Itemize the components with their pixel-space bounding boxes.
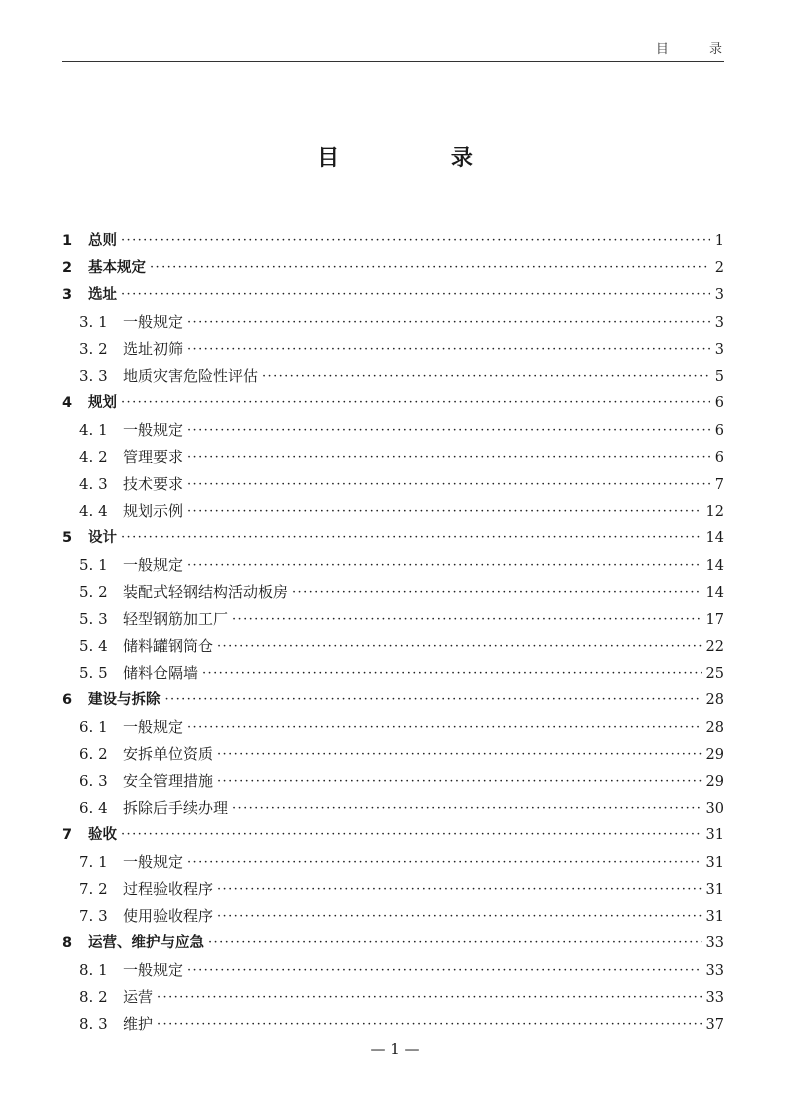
toc-dot-leader — [187, 336, 710, 363]
toc-entry-title: 装配式轻钢结构活动板房 — [123, 583, 289, 601]
toc-dot-leader — [121, 227, 710, 254]
toc-dot-leader — [121, 281, 710, 308]
toc-entry[interactable] — [62, 876, 724, 903]
toc-entry-page: 7 — [714, 477, 724, 493]
toc-entry-title: 选址初筛 — [123, 340, 184, 358]
toc-entry[interactable] — [62, 228, 724, 255]
toc-dot-leader — [217, 768, 702, 795]
toc-dot-leader — [217, 876, 702, 903]
toc-dot-leader — [217, 903, 702, 930]
toc-entry-page: 3 — [714, 342, 724, 358]
toc-entry-page: 14 — [705, 585, 724, 601]
toc-entry-number: 7 — [62, 827, 73, 843]
toc-entry[interactable] — [62, 606, 724, 633]
toc-entry-title: 一般规定 — [123, 961, 184, 979]
toc-entry-number: 3 — [62, 287, 73, 303]
toc-dot-leader — [217, 741, 702, 768]
toc-dot-leader — [187, 417, 710, 444]
toc-entry-number: 5. 5 — [79, 664, 108, 682]
toc-entry-title: 过程验收程序 — [123, 880, 214, 898]
toc-entry-page: 6 — [714, 395, 724, 411]
toc-dot-leader — [121, 821, 702, 848]
toc-entry-page: 33 — [705, 990, 724, 1006]
toc-entry-page: 31 — [705, 827, 724, 843]
toc-entry-title: 总则 — [88, 233, 117, 249]
toc-entry[interactable] — [62, 498, 724, 525]
toc-dot-leader — [187, 552, 702, 579]
toc-entry-title: 规划示例 — [123, 502, 184, 520]
toc-entry-number: 8 — [62, 935, 73, 951]
toc-entry-title: 基本规定 — [88, 260, 146, 276]
toc-entry-number: 5. 2 — [79, 583, 108, 601]
toc-entry-number: 7. 3 — [79, 907, 108, 925]
toc-entry-number: 6 — [62, 692, 73, 708]
toc-entry-number: 4. 3 — [79, 475, 108, 493]
toc-entry-page: 29 — [705, 747, 724, 763]
toc-entry-number: 6. 1 — [79, 718, 108, 736]
toc-entry-page: 2 — [714, 260, 724, 276]
toc-entry-title: 运营 — [123, 988, 154, 1006]
toc-dot-leader — [157, 984, 702, 1011]
toc-entry[interactable] — [62, 903, 724, 930]
toc-entry[interactable] — [62, 795, 724, 822]
toc-entry-title: 一般规定 — [123, 718, 184, 736]
toc-dot-leader — [187, 957, 702, 984]
toc-entry[interactable] — [62, 822, 724, 849]
toc-entry-page: 17 — [705, 612, 724, 628]
toc-entry[interactable] — [62, 255, 724, 282]
toc-entry-page: 25 — [705, 666, 724, 682]
toc-entry-title: 一般规定 — [123, 421, 184, 439]
toc-entry-number: 2 — [62, 260, 73, 276]
toc-entry-title: 维护 — [123, 1015, 154, 1033]
toc-entry-page: 3 — [714, 315, 724, 331]
toc-entry-page: 28 — [705, 720, 724, 736]
toc-entry-number: 5. 1 — [79, 556, 108, 574]
toc-entry-page: 30 — [705, 801, 724, 817]
toc-entry[interactable] — [62, 390, 724, 417]
toc-entry[interactable] — [62, 471, 724, 498]
toc-entry-page: 29 — [705, 774, 724, 790]
toc-entry-number: 4 — [62, 395, 73, 411]
toc-entry-title: 技术要求 — [123, 475, 184, 493]
toc-entry-page: 31 — [705, 882, 724, 898]
toc-entry-page: 31 — [705, 909, 724, 925]
toc-entry-page: 1 — [714, 233, 724, 249]
toc-entry[interactable] — [62, 525, 724, 552]
toc-entry-number: 7. 2 — [79, 880, 108, 898]
toc-entry[interactable] — [62, 930, 724, 957]
toc-entry-number: 8. 2 — [79, 988, 108, 1006]
toc-entry-title: 规划 — [88, 395, 117, 411]
toc-entry-page: 28 — [705, 692, 724, 708]
toc-dot-leader — [157, 1011, 702, 1038]
toc-entry[interactable] — [62, 984, 724, 1011]
toc-entry-title: 使用验收程序 — [123, 907, 214, 925]
toc-entry[interactable] — [62, 579, 724, 606]
toc-dot-leader — [187, 498, 702, 525]
toc-entry-page: 14 — [705, 530, 724, 546]
toc-entry-title: 一般规定 — [123, 556, 184, 574]
toc-entry[interactable] — [62, 1011, 724, 1038]
toc-dot-leader — [262, 363, 710, 390]
toc-entry[interactable] — [62, 741, 724, 768]
toc-entry-number: 8. 1 — [79, 961, 108, 979]
toc-entry-title: 设计 — [88, 530, 117, 546]
toc-entry-number: 4. 1 — [79, 421, 108, 439]
toc-dot-leader — [121, 524, 702, 551]
toc-dot-leader — [202, 660, 702, 687]
toc-entry-number: 8. 3 — [79, 1015, 108, 1033]
toc-entry-number: 3. 1 — [79, 313, 108, 331]
toc-entry-title: 选址 — [88, 287, 117, 303]
toc-dot-leader — [292, 579, 702, 606]
toc-entry-page: 6 — [714, 450, 724, 466]
toc-entry-title: 安全管理措施 — [123, 772, 214, 790]
toc-dot-leader — [121, 389, 710, 416]
toc-entry-title: 储料罐钢筒仓 — [123, 637, 214, 655]
toc-dot-leader — [187, 444, 710, 471]
running-header-title: 目 录 — [655, 42, 740, 57]
toc-entry-number: 5. 3 — [79, 610, 108, 628]
toc-entry-page: 33 — [705, 935, 724, 951]
toc-entry-number: 1 — [62, 233, 73, 249]
toc-entry-title: 运营、维护与应急 — [88, 935, 204, 951]
toc-dot-leader — [232, 795, 702, 822]
toc-entry-page: 3 — [714, 287, 724, 303]
running-header — [62, 36, 740, 62]
toc-entry-page: 33 — [705, 963, 724, 979]
toc-entry-title: 一般规定 — [123, 313, 184, 331]
toc-entry[interactable] — [62, 957, 724, 984]
toc-entry[interactable] — [62, 444, 724, 471]
toc-dot-leader — [187, 714, 702, 741]
toc-entry[interactable] — [62, 687, 724, 714]
toc-entry-title: 一般规定 — [123, 853, 184, 871]
toc-entry-number: 5 — [62, 530, 73, 546]
toc-entry-title: 验收 — [88, 827, 117, 843]
toc-entry-title: 管理要求 — [123, 448, 184, 466]
toc-entry-number: 4. 2 — [79, 448, 108, 466]
toc-entry[interactable] — [62, 282, 724, 309]
toc-dot-leader — [165, 686, 702, 713]
toc-entry-number: 6. 2 — [79, 745, 108, 763]
toc-entry[interactable] — [62, 363, 724, 390]
toc-entry-page: 14 — [705, 558, 724, 574]
toc-entry-page: 37 — [705, 1017, 724, 1033]
toc-entry-title: 储料仓隔墙 — [123, 664, 199, 682]
toc-dot-leader — [187, 471, 710, 498]
toc-entry[interactable] — [62, 660, 724, 687]
toc-entry-title: 安拆单位资质 — [123, 745, 214, 763]
toc-entry-number: 6. 3 — [79, 772, 108, 790]
toc-entry[interactable] — [62, 633, 724, 660]
toc-entry-number: 3. 2 — [79, 340, 108, 358]
toc-entry-page: 6 — [714, 423, 724, 439]
toc-dot-leader — [217, 633, 702, 660]
toc-entry-number: 3. 3 — [79, 367, 108, 385]
toc-entry-title: 建设与拆除 — [88, 692, 161, 708]
toc-entry-number: 6. 4 — [79, 799, 108, 817]
table-of-contents — [62, 228, 724, 1038]
toc-entry-page: 5 — [714, 369, 724, 385]
toc-entry-page: 31 — [705, 855, 724, 871]
toc-entry-title: 地质灾害危险性评估 — [123, 367, 259, 385]
toc-entry-number: 4. 4 — [79, 502, 108, 520]
toc-dot-leader — [187, 849, 702, 876]
toc-entry[interactable] — [62, 849, 724, 876]
toc-dot-leader — [208, 929, 702, 956]
page-title: 目 录 — [317, 146, 525, 171]
toc-entry[interactable] — [62, 417, 724, 444]
toc-entry[interactable] — [62, 336, 724, 363]
toc-entry[interactable] — [62, 309, 724, 336]
toc-entry-page: 12 — [705, 504, 724, 520]
toc-entry-title: 轻型钢筋加工厂 — [123, 610, 229, 628]
toc-dot-leader — [232, 606, 702, 633]
toc-entry[interactable] — [62, 552, 724, 579]
toc-entry-page: 22 — [705, 639, 724, 655]
toc-dot-leader — [150, 254, 710, 281]
toc-entry-number: 5. 4 — [79, 637, 108, 655]
toc-entry[interactable] — [62, 714, 724, 741]
toc-dot-leader — [187, 309, 710, 336]
page-number: — 1 — — [370, 1040, 420, 1058]
toc-entry-title: 拆除后手续办理 — [123, 799, 229, 817]
toc-entry-number: 7. 1 — [79, 853, 108, 871]
toc-entry[interactable] — [62, 768, 724, 795]
